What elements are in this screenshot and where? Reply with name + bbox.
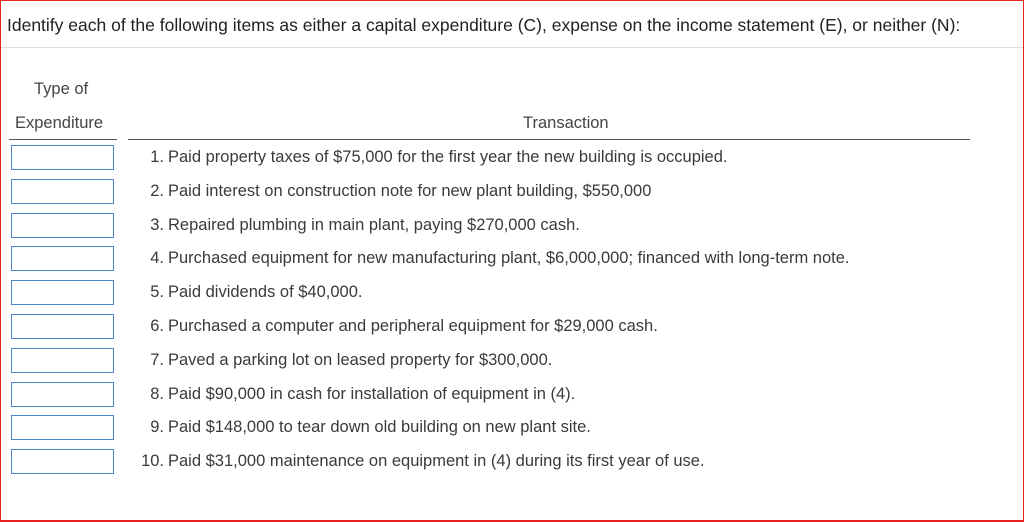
transaction-description: Paid property taxes of $75,000 for the first year the new building is occupied. [168,148,728,166]
header-transaction: Transaction [523,114,609,132]
transaction-row [0,380,1024,414]
transaction-description: Paid $31,000 maintenance on equipment in (4) during its first year of use. [168,452,705,471]
transaction-text [0,148,728,167]
transaction-row [0,177,1024,211]
header-type-line2: Expenditure [15,114,104,132]
transaction-text [0,452,705,471]
header-type-underline [9,139,117,140]
transaction-text [0,317,658,336]
header-transaction-underline [128,139,970,140]
transaction-number: 8. [150,384,164,403]
transaction-text [0,216,580,235]
transaction-list [0,143,1024,481]
transaction-number: 5. [150,283,164,302]
transaction-text [0,283,362,302]
transaction-row [0,278,1024,312]
prompt-divider [1,47,1023,48]
transaction-number: 1. [150,148,164,166]
transaction-text [0,351,552,370]
transaction-description: Repaired plumbing in main plant, paying $270,000 cash. [168,215,580,234]
transaction-row [0,143,1024,177]
question-prompt: Identify each of the following items as either a capital expenditure (C), expense on the income statement (E), or neither (N): [7,15,961,35]
transaction-number: 10. [141,452,164,471]
transaction-row [0,346,1024,380]
transaction-number: 6. [150,316,164,335]
transaction-description: Paved a parking lot on leased property for $300,000. [168,350,553,369]
header-type-line1: Type of [34,80,89,98]
transaction-number: 7. [150,350,164,369]
transaction-description: Paid interest on construction note for new plant building, $550,000 [168,181,652,200]
transaction-row [0,211,1024,245]
transaction-number: 2. [150,181,164,200]
transaction-description: Purchased a computer and peripheral equipment for $29,000 cash. [168,316,658,335]
transaction-number: 9. [150,418,164,437]
transaction-description: Paid $148,000 to tear down old building on new plant site. [168,418,591,437]
transaction-description: Purchased equipment for new manufacturing plant, $6,000,000; financed with long-term note. [168,249,850,268]
transaction-row [0,312,1024,346]
transaction-number: 4. [150,249,164,268]
transaction-row [0,244,1024,278]
transaction-description: Paid dividends of $40,000. [168,283,363,302]
transaction-text [0,385,575,404]
transaction-row [0,413,1024,447]
transaction-row [0,447,1024,481]
transaction-text [0,418,591,437]
transaction-text [0,249,850,268]
transaction-text [0,182,651,201]
transaction-number: 3. [150,215,164,234]
transaction-description: Paid $90,000 in cash for installation of equipment in (4). [168,384,576,403]
